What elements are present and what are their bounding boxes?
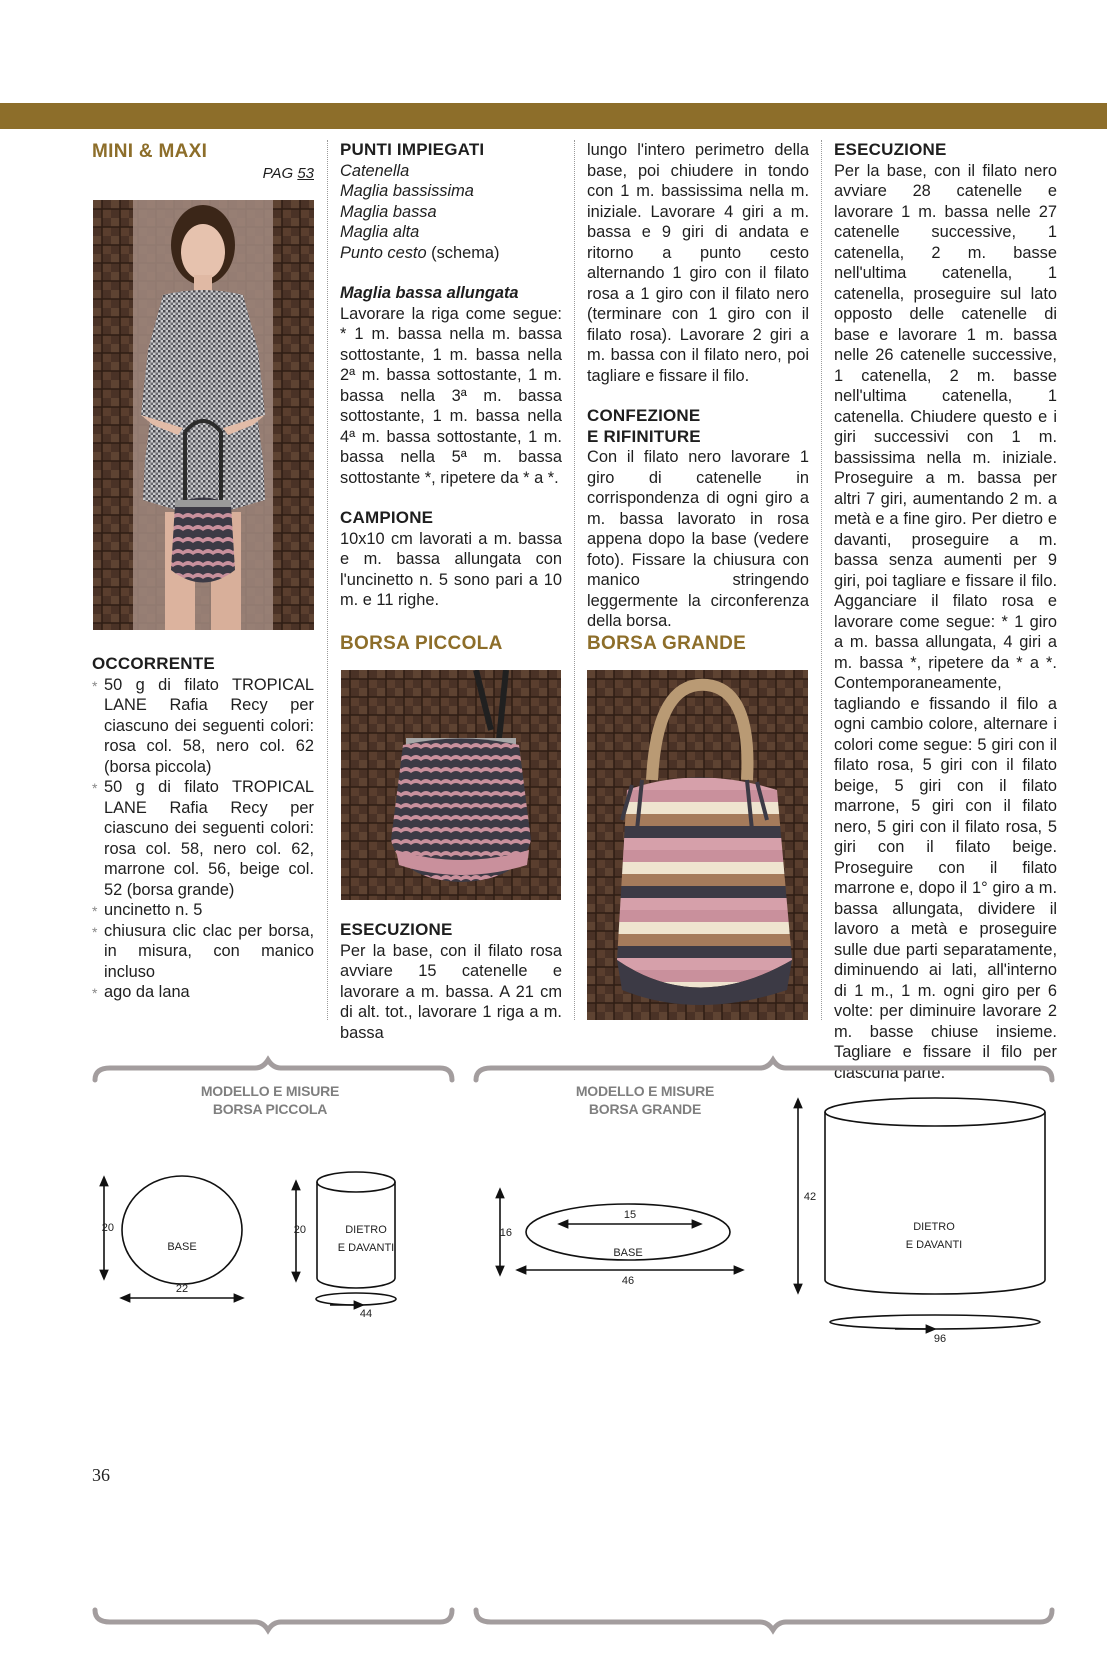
esecuzione-title: ESECUZIONE	[834, 140, 947, 159]
small-base-height: 20	[101, 1222, 114, 1234]
punti-title: PUNTI IMPIEGATI	[340, 140, 485, 159]
sub-title: Maglia bassa allungata	[340, 284, 519, 302]
column-divider	[574, 140, 575, 1020]
small-circumference: 44	[359, 1308, 373, 1320]
stitch-item: Maglia alta	[340, 223, 420, 241]
list-item: * 50 g di filato TROPICAL LANE Rafia Recy per ciascuno dei seguenti colori: rosa col. 58, nero col. 62 (borsa piccola)	[92, 675, 314, 778]
stitch-item: Catenella	[340, 161, 410, 180]
stitch-item: Maglia bassa	[340, 202, 437, 221]
small-base-label: BASE	[167, 1241, 197, 1253]
occorrente-section	[92, 654, 314, 1003]
diagram-large-title-2: BORSA GRANDE	[588, 1101, 702, 1117]
diagram-small-title-1: MODELLO E MISURE	[200, 1083, 340, 1099]
large-base-height: 16	[499, 1227, 512, 1239]
page-number: 36	[92, 1465, 110, 1485]
column-2	[340, 140, 562, 611]
diagram-small-title-2: BORSA PICCOLA	[212, 1101, 328, 1117]
large-body-height: 42	[803, 1191, 817, 1203]
stitch-note: (schema)	[426, 243, 500, 262]
esecuzione-text: Per la base, con il filato nero avviare 28 catenelle e lavorare 1 m. bassa nelle 27 catenelle successive, 1 catenella, 2 m. basse nell'ultima catenella, 1 catenella, proseguire sul lato opposto delle catenelle di base e lavorare 1 m. bassa nelle 26 catenelle successive, 1 catenella, 2 m. basse nell'ultima catenella, 1 catenella. Chiudere questo e i giri successivi con 1 m. bassissima nella m. iniziale. Proseguire a m. bassa per altri 7 giri, aumentando 2 m. a metà e a fine giro. Per dietro e davanti, proseguire a m. bassa senza aumenti per 9 giri, poi tagliare e fissare il filo. Agganciare il filato rosa e lavorare come segue: * 1 giro a m. bassa allungata, 4 giri a m. bassa *, ripetere da * a *. Contemporaneamente, tagliando e fissando il filo a ogni cambio colore, alternare i colori come segue: 5 giri con il filato rosa, 5 giri con il filato beige, 5 giri con il filato marrone, 5 giri con il filato nero, 5 giri con il filato rosa, 5 giri con il filato beige. Proseguire con il filato marrone e, dopo il 1° giro a m. bassa allungata, dividere il lavoro a metà e proseguire sulle due parti separatamente, diminuendo ai lati, all'interno di 1 m., 1 m. ogni giro per 6 volte: per diminuire lavorare 2 m. basse chiuse insieme. Tagliare e fissare il filo per ciascuna parte.	[834, 161, 1057, 1082]
small-body-height: 20	[293, 1224, 306, 1236]
large-base-width: 46	[621, 1275, 635, 1287]
borsa-grande-title-wrap	[587, 632, 809, 656]
borsa-grande-title: BORSA GRANDE	[587, 633, 747, 654]
borsa-piccola-title: BORSA PICCOLA	[340, 633, 503, 654]
borsa-piccola-esecuzione	[340, 920, 562, 1043]
section-title: MINI & MAXI	[92, 141, 208, 162]
confezione-title-2: E RIFINITURE	[587, 426, 701, 446]
large-body-label-2: E DAVANTI	[905, 1239, 963, 1251]
column-divider	[821, 140, 822, 1020]
list-item: * ago da lana	[92, 982, 314, 1003]
list-item: * 50 g di filato TROPICAL LANE Rafia Recy per ciascuno dei seguenti colori: rosa col. 58, nero col. 62, marrone col. 56, beige col. 52 (borsa grande)	[92, 777, 314, 900]
large-circumference: 96	[933, 1333, 947, 1345]
column-1	[92, 140, 314, 184]
stitch-name: Punto cesto	[340, 243, 427, 262]
list-item: * chiusura clic clac per borsa, in misura, con manico incluso	[92, 921, 314, 983]
stitch-item	[340, 243, 562, 264]
campione-title: CAMPIONE	[340, 508, 434, 527]
small-bag-image	[341, 670, 561, 900]
confezione-text: Con il filato nero lavorare 1 giro di catenelle in corrispondenza di ogni giro a m. bassa lavorato in rosa appena dopo la base (vedere foto). Fissare la chiusura con manico stringendo leggermente la circonferenza della borsa.	[587, 448, 809, 630]
small-body-label-1: DIETRO	[345, 1224, 387, 1236]
borsa-piccola-title-wrap	[340, 632, 562, 656]
materials-list	[92, 675, 314, 1003]
model-photo-image	[93, 200, 314, 630]
small-body-label-2: E DAVANTI	[337, 1242, 395, 1254]
column-divider	[327, 140, 328, 1020]
stitch-item: Maglia bassissima	[340, 182, 474, 200]
pattern-diagrams	[0, 1040, 1107, 1640]
column-4	[834, 140, 1057, 1083]
small-base-width: 22	[175, 1283, 189, 1295]
page-reference-number: 53	[297, 165, 314, 182]
esecuzione-text: Per la base, con il filato rosa avviare 15 catenelle e lavorare a m. bassa. A 21 cm di alt. tot., lavorare 1 riga a m. bassa	[340, 941, 562, 1042]
col3-text: lungo l'intero perimetro della base, poi chiudere in tondo con 1 m. bassissima nella m. iniziale. Lavorare 4 giri a m. bassa e 9 giri di andata e ritorno a punto cesto alternando 1 giro con il filato rosa a 1 giro con il filato nero (terminare con 1 giro con il filato rosa). Lavorare 2 giri a m. bassa con il filato nero, poi tagliare e fissare il filo.	[587, 141, 809, 385]
sub-text: Lavorare la riga come segue: * 1 m. bassa nella m. bassa sottostante, 1 m. bassa nella 2ª m. bassa sottostante, 1 m. bassa nella 3ª m. bassa sottostante, 1 m. bassa nella 4ª m. bassa sottostante, 1 m. bassa nella 5ª m. bassa sottostante *, ripetere da * a *.	[340, 304, 562, 487]
large-body-label-1: DIETRO	[913, 1221, 955, 1233]
large-bag-photo	[587, 670, 808, 1020]
occorrente-title: OCCORRENTE	[92, 654, 215, 673]
large-base-label: BASE	[613, 1247, 643, 1259]
list-item: * uncinetto n. 5	[92, 900, 314, 921]
top-color-band	[0, 103, 1107, 129]
diagram-large-title-1: MODELLO E MISURE	[575, 1083, 715, 1099]
page-reference-prefix: PAG	[262, 165, 294, 182]
column-3	[587, 140, 809, 632]
campione-text: 10x10 cm lavorati a m. bassa e m. bassa allungata con l'uncinetto n. 5 sono pari a 10 m. e 11 righe.	[340, 529, 562, 609]
esecuzione-title: ESECUZIONE	[340, 920, 453, 939]
page-reference	[92, 164, 314, 184]
small-bag-photo	[341, 670, 561, 900]
large-base-inner: 15	[623, 1209, 637, 1221]
model-photo	[93, 200, 314, 630]
confezione-title-1: CONFEZIONE	[587, 406, 701, 425]
large-bag-image	[587, 670, 808, 1020]
